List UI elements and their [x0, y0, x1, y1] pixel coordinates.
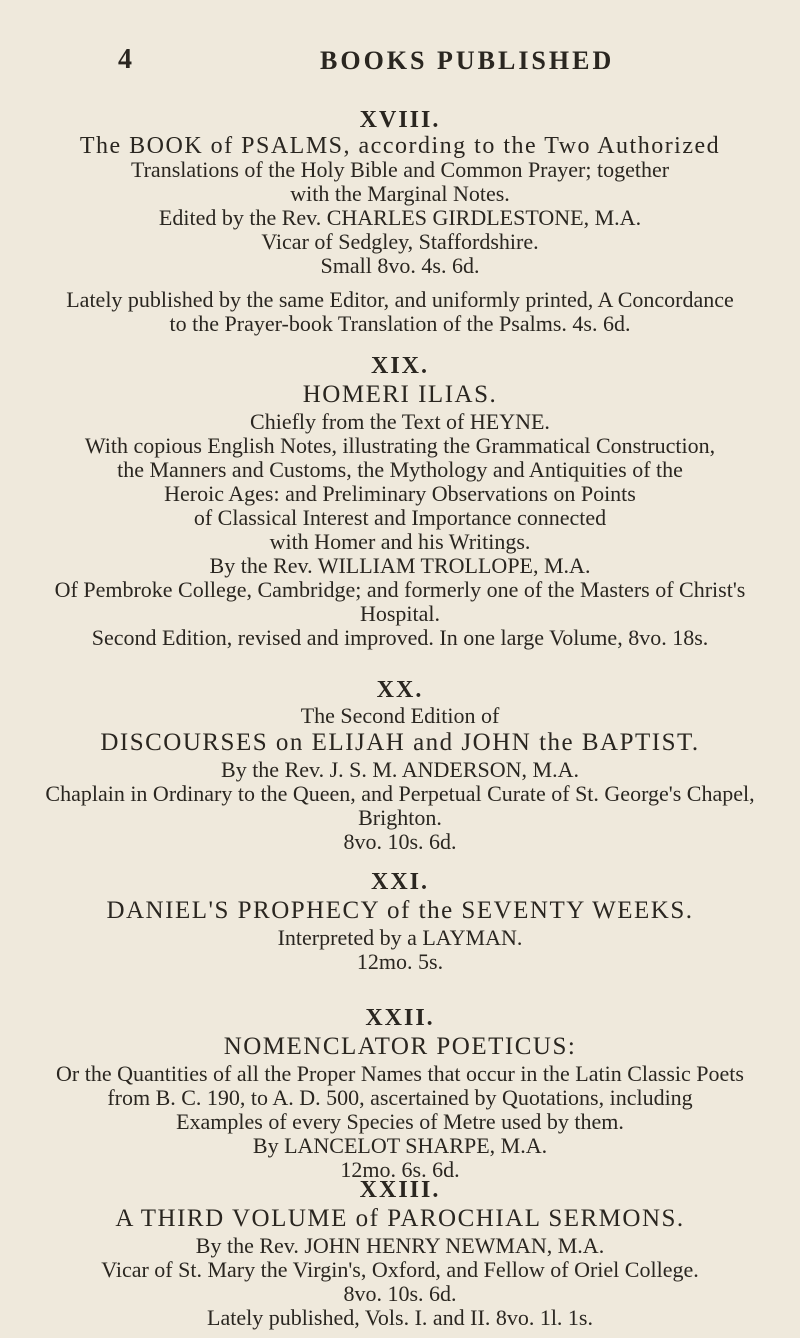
entry-author: By the Rev. J. S. M. ANDERSON, M.A. [221, 757, 579, 782]
entry-line: Or the Quantities of all the Proper Names that occur in the Latin Classic Poets [56, 1061, 744, 1086]
entry-number: XXIII. [359, 1177, 441, 1203]
entry-line: Brighton. [358, 805, 442, 830]
entry-number: XXII. [365, 1005, 435, 1031]
entry-title: The BOOK of PSALMS, according to the Two Authorized [79, 133, 721, 159]
entry-number: XIX. [370, 353, 429, 379]
entry-title: NOMENCLATOR POETICUS: [223, 1033, 577, 1060]
entry-price: Second Edition, revised and improved. In one large Volume, 8vo. 18s. [91, 625, 709, 650]
entry-xxiii [0, 1176, 800, 1330]
entry-author: By the Rev. WILLIAM TROLLOPE, M.A. [209, 553, 591, 578]
page-number: 4 [118, 44, 133, 75]
entry-number: XX. [376, 677, 424, 703]
entry-line: Of Pembroke College, Cambridge; and formerly one of the Masters of Christ's [54, 577, 746, 602]
entry-line: Translations of the Holy Bible and Common Prayer; together [130, 157, 670, 182]
entry-title: A THIRD VOLUME of PAROCHIAL SERMONS. [115, 1205, 685, 1232]
page-header [0, 44, 800, 84]
entry-line: with Homer and his Writings. [269, 529, 531, 554]
entry-number: XXI. [370, 869, 429, 895]
entry-price: 8vo. 10s. 6d. [343, 829, 457, 854]
entry-price: 12mo. 6s. 6d. [340, 1157, 460, 1182]
entry-price: Small 8vo. 4s. 6d. [320, 253, 480, 278]
entry-line: from B. C. 190, to A. D. 500, ascertained by Quotations, including [107, 1085, 693, 1110]
entry-line: Heroic Ages: and Preliminary Observations on Points [164, 481, 636, 506]
running-title: BOOKS PUBLISHED [320, 46, 615, 75]
entry-xviii [0, 106, 800, 336]
entry-number: XVIII. [359, 107, 441, 133]
entry-note: Lately published, Vols. I. and II. 8vo. 1l. 1s. [207, 1305, 593, 1330]
entry-line: Hospital. [359, 601, 441, 626]
entry-line: The Second Edition of [300, 703, 500, 728]
entry-xx [0, 676, 800, 854]
entry-author: Edited by the Rev. CHARLES GIRDLESTONE, M.A. [158, 205, 642, 230]
entry-line: With copious English Notes, illustrating the Grammatical Construction, [84, 433, 716, 458]
entry-note: Lately published by the same Editor, and uniformly printed, A Concordance [66, 287, 734, 312]
entry-line: Examples of every Species of Metre used by them. [176, 1109, 624, 1134]
entry-author: By the Rev. JOHN HENRY NEWMAN, M.A. [195, 1233, 605, 1258]
entry-line: with the Marginal Notes. [290, 181, 510, 206]
entry-line: Interpreted by a LAYMAN. [277, 925, 523, 950]
entry-line: Vicar of St. Mary the Virgin's, Oxford, and Fellow of Oriel College. [101, 1257, 699, 1282]
entry-line: Chiefly from the Text of HEYNE. [250, 409, 550, 434]
entry-xxi [0, 868, 800, 974]
entry-xxii [0, 1004, 800, 1182]
entry-line: Vicar of Sedgley, Staffordshire. [261, 229, 539, 254]
entry-line: the Manners and Customs, the Mythology and Antiquities of the [117, 457, 683, 482]
entry-price: 12mo. 5s. [356, 949, 444, 974]
entry-line: of Classical Interest and Importance connected [193, 505, 607, 530]
entry-author: By LANCELOT SHARPE, M.A. [252, 1133, 548, 1158]
entry-line: Chaplain in Ordinary to the Queen, and Perpetual Curate of St. George's Chapel, [45, 781, 755, 806]
entry-title: HOMERI ILIAS. [302, 381, 498, 408]
entry-note: to the Prayer-book Translation of the Psalms. 4s. 6d. [169, 311, 631, 336]
entry-price: 8vo. 10s. 6d. [343, 1281, 457, 1306]
entry-title: DANIEL'S PROPHECY of the SEVENTY WEEKS. [106, 897, 694, 924]
entry-title: DISCOURSES on ELIJAH and JOHN the BAPTIST. [100, 729, 700, 756]
entry-xix [0, 352, 800, 650]
